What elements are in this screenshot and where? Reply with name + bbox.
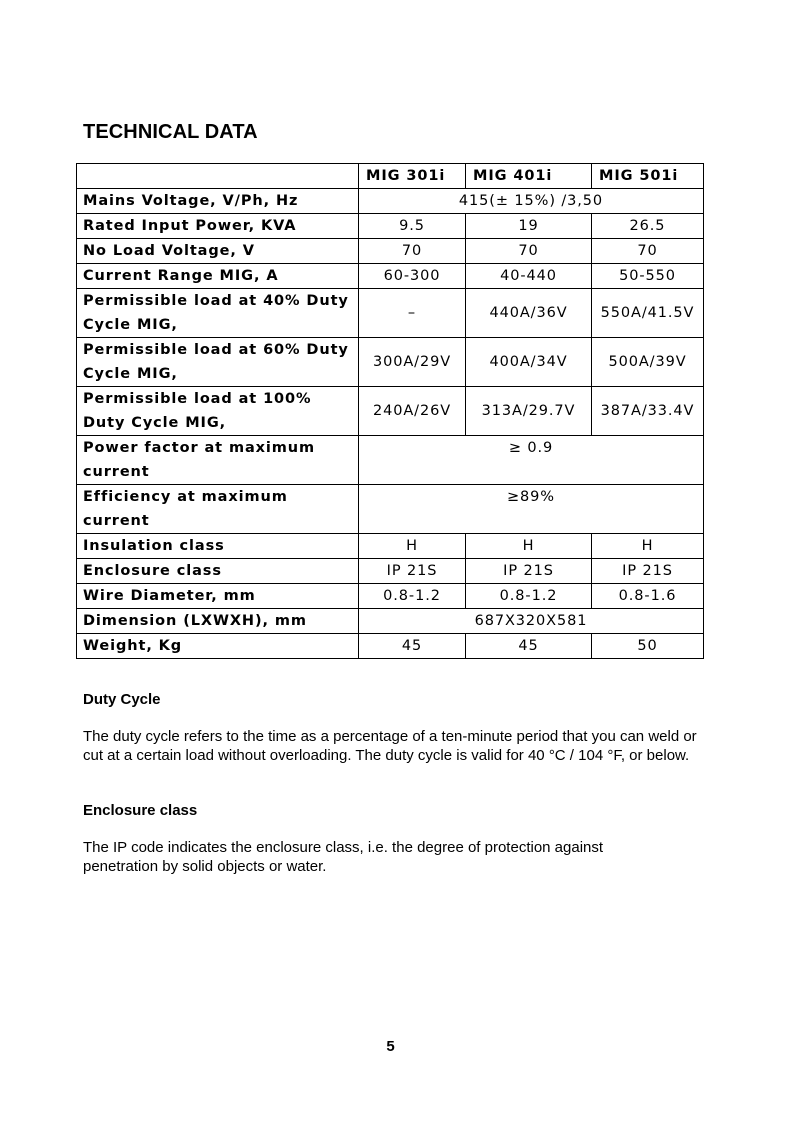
technical-data-table [76,163,704,659]
column-header: MIG 401i [466,164,592,189]
table-cell: 45 [466,634,592,659]
row-label: Insulation class [77,534,359,559]
table-cell: 0.8-1.2 [359,584,466,609]
table-cell: 400A/34V [466,338,592,387]
row-label: No Load Voltage, V [77,239,359,264]
table-row [77,214,704,239]
table-cell: IP 21S [466,559,592,584]
table-row [77,436,704,485]
table-cell: 9.5 [359,214,466,239]
table-cell: 300A/29V [359,338,466,387]
table-row [77,289,704,338]
table-cell: 70 [466,239,592,264]
row-label: Permissible load at 100% Duty Cycle MIG, [77,387,359,436]
table-cell: 0.8-1.6 [592,584,704,609]
duty-cycle-paragraph: The duty cycle refers to the time as a percentage of a ten-minute period that you can weld or cut at a certain load without overloading. The duty cycle is valid for 40 °C / 104 °F, or below. [83,728,697,764]
row-label: Permissible load at 60% Duty Cycle MIG, [77,338,359,387]
table-cell: 550A/41.5V [592,289,704,338]
table-cell: 0.8-1.2 [466,584,592,609]
merged-cell: ≥ 0.9 [359,436,704,485]
merged-cell: 687X320X581 [359,609,704,634]
table-row [77,634,704,659]
table-cell: 70 [359,239,466,264]
duty-cycle-heading: Duty Cycle [83,691,161,708]
table-cell: IP 21S [359,559,466,584]
table-cell: IP 21S [592,559,704,584]
table-cell: – [359,289,466,338]
table-row [77,264,704,289]
row-label: Efficiency at maximum current [77,485,359,534]
row-label: Weight, Kg [77,634,359,659]
merged-cell: 415(± 15%) /3,50 [359,189,704,214]
row-label: Dimension (LXWXH), mm [77,609,359,634]
table-cell: 440A/36V [466,289,592,338]
table-cell: 70 [592,239,704,264]
row-label: Enclosure class [77,559,359,584]
column-header: MIG 501i [592,164,704,189]
table-cell: 50 [592,634,704,659]
table-cell: 19 [466,214,592,239]
table-cell: H [359,534,466,559]
row-label: Rated Input Power, KVA [77,214,359,239]
table-cell: 45 [359,634,466,659]
enclosure-class-paragraph: The IP code indicates the enclosure class, i.e. the degree of protection against penetration by solid objects or water. [83,839,604,875]
row-label: Current Range MIG, A [77,264,359,289]
table-header-row [77,164,704,189]
page-number: 5 [386,1038,395,1055]
table-row [77,559,704,584]
table-row [77,338,704,387]
column-header: MIG 301i [359,164,466,189]
table-cell: 40-440 [466,264,592,289]
row-label: Permissible load at 40% Duty Cycle MIG, [77,289,359,338]
table-row [77,387,704,436]
enclosure-class-heading: Enclosure class [83,802,198,819]
table-cell: H [466,534,592,559]
table-row [77,239,704,264]
table-header-empty [77,164,359,189]
table-row [77,584,704,609]
table-cell: 60-300 [359,264,466,289]
table-cell: 500A/39V [592,338,704,387]
table-cell: 26.5 [592,214,704,239]
row-label: Wire Diameter, mm [77,584,359,609]
table-cell: 313A/29.7V [466,387,592,436]
table-cell: 50-550 [592,264,704,289]
row-label: Mains Voltage, V/Ph, Hz [77,189,359,214]
table-cell: 240A/26V [359,387,466,436]
table-row [77,534,704,559]
table-cell: 387A/33.4V [592,387,704,436]
merged-cell: ≥89% [359,485,704,534]
table-cell: H [592,534,704,559]
table-row [77,609,704,634]
row-label: Power factor at maximum current [77,436,359,485]
page-number-container [0,1038,795,1055]
table-row [77,485,704,534]
page-title: TECHNICAL DATA [83,121,258,143]
table-row [77,189,704,214]
